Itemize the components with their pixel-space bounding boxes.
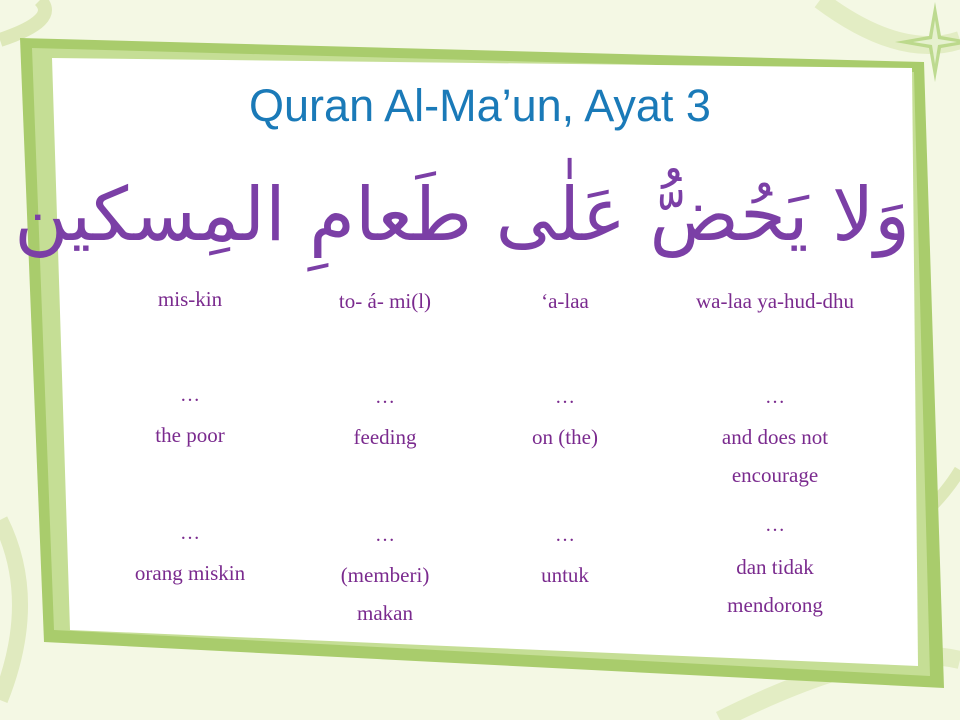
translit-toaami: to- á- mi(l) bbox=[338, 289, 432, 313]
ellipsis-en-miskin: … bbox=[180, 384, 200, 406]
ellipsis-ms-walaa: … bbox=[765, 514, 785, 536]
slide-title: Quran Al-Ma’un, Ayat 3 bbox=[249, 80, 711, 131]
ellipsis-ms-miskin: … bbox=[180, 522, 200, 544]
malay-toaami: (memberi) makan bbox=[340, 563, 430, 625]
arabic-verse: وَلا يَحُضُّ عَلٰى طَعامِ المِسكين bbox=[14, 172, 910, 258]
english-miskin: the poor bbox=[155, 423, 225, 447]
ellipsis-ms-toaami: … bbox=[375, 524, 395, 546]
translit-alaa: ‘a-laa bbox=[541, 289, 589, 313]
translit-miskin: mis-kin bbox=[157, 287, 223, 311]
ellipsis-en-toaami: … bbox=[375, 386, 395, 408]
english-walaa: and does not encourage bbox=[721, 425, 829, 487]
english-toaami: feeding bbox=[353, 425, 417, 449]
malay-alaa: untuk bbox=[541, 563, 589, 587]
translit-walaa: wa-laa ya-hud-dhu bbox=[695, 289, 854, 313]
ellipsis-en-walaa: … bbox=[765, 386, 785, 408]
malay-walaa: dan tidak mendorong bbox=[727, 555, 823, 617]
english-alaa: on (the) bbox=[532, 425, 598, 449]
malay-miskin: orang miskin bbox=[134, 561, 246, 585]
ellipsis-ms-alaa: … bbox=[555, 524, 575, 546]
ellipsis-en-alaa: … bbox=[555, 386, 575, 408]
